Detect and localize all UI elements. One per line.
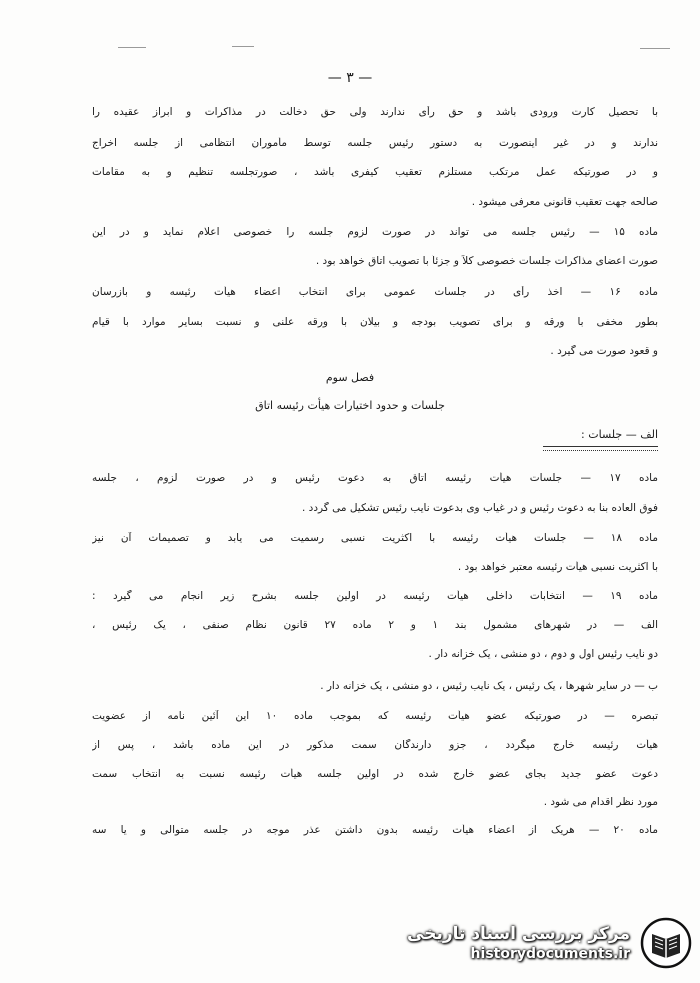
text-line: ماده ۱۷ — جلسات هیأت رئیسه اتاق به دعوت رئیس و در صورت لزوم ، جلسه xyxy=(92,472,658,484)
watermark xyxy=(402,912,692,974)
text-line: صورت اعضای مذاکرات جلسات خصوصی کلاً و جزئاً با تصویب اتاق خواهد بود . xyxy=(315,255,658,267)
text-line: بطور مخفی با ورقه و برای تصویب بودجه و بیلان با ورقه علنی و نسبت بسایر موارد با قیام xyxy=(92,316,658,328)
text-line: ماده ۱۹ — انتخابات داخلی هیأت رئیسه در اولین جلسه بشرح زیر انجام می گیرد : xyxy=(92,590,658,602)
text-line: فوق العاده بنا به دعوت رئیس و در غیاب وی بدعوت نایب رئیس تشکیل می گردد . xyxy=(301,502,658,514)
text-line: ماده ۱۸ — جلسات هیأت رئیسه با اکثریت نسبی رسمیت می یابد و تصمیمات آن نیز xyxy=(92,532,658,544)
text-line: هیأت رئیسه خارج میگردد ، جزو دارندگان سمت مذکور در این ماده باشد ، پس از xyxy=(92,739,658,751)
watermark-text xyxy=(407,924,630,962)
text-line: تبصره — در صورتیکه عضو هیأت رئیسه که بموجب ماده ۱۰ این آئین نامه از عضویت xyxy=(92,710,658,722)
chapter-heading: فصل سوم xyxy=(325,371,375,384)
watermark-title: مرکز بررسی اسناد تاریخی xyxy=(407,924,630,944)
text-line: ماده ۱۵ — رئیس جلسه می تواند در صورت لزوم جلسه را خصوصی اعلام نماید و در این xyxy=(92,226,658,238)
section-heading: الف — جلسات : xyxy=(581,428,658,441)
text-line: و در صورتیکه عمل مرتکب مستلزم تعقیب کیفری باشد ، صورتجلسه تنظیم و به مقامات xyxy=(92,166,658,178)
text-line: و قعود صورت می گیرد . xyxy=(550,345,658,357)
text-line: دو نایب رئیس اول و دوم ، دو منشی ، یک خزانه دار . xyxy=(428,648,658,660)
section-underline xyxy=(543,450,658,451)
page-number: — ۳ — xyxy=(327,70,373,86)
text-line: ندارند و در غیر اینصورت به دستور رئیس جلسه توسط مأموران انتظامی از جلسه اخراج xyxy=(92,137,658,149)
scan-mark xyxy=(232,46,254,47)
text-line: مورد نظر اقدام می شود . xyxy=(543,796,658,808)
watermark-url: historydocuments.ir xyxy=(470,946,630,962)
scan-mark xyxy=(640,48,670,49)
text-line: صالحه جهت تعقیب قانونی معرفی میشود . xyxy=(471,196,658,208)
text-line: با تحصیل کارت ورودی باشد و حق رأی ندارند ولی حق دخالت در مذاکرات و ابراز عقیده را xyxy=(92,106,658,118)
text-line: دعوت عضو جدید بجای عضو خارج شده در اولین جلسه هیأت رئیسه نسبت به انتخاب سمت xyxy=(92,768,658,780)
book-logo-icon xyxy=(640,917,692,969)
text-line: با اکثریت نسبی هیأت رئیسه معتبر خواهد بود . xyxy=(457,561,658,573)
chapter-title: جلسات و حدود اختیارات هیأت رئیسه اتاق xyxy=(255,399,445,412)
text-line: ماده ۲۰ — هریک از اعضاء هیأت رئیسه بدون داشتن عذر موجه در جلسه متوالی و یا سه xyxy=(92,824,658,836)
section-underline xyxy=(543,446,658,447)
scan-mark xyxy=(118,47,146,48)
text-line: ب — در سایر شهرها ، یک رئیس ، یک نایب رئیس ، دو منشی ، یک خزانه دار . xyxy=(320,680,658,692)
text-line: ماده ۱۶ — اخذ رأی در جلسات عمومی برای انتخاب اعضاء هیأت رئیسه و بازرسان xyxy=(92,286,658,298)
text-line: الف — در شهرهای مشمول بند ۱ و ۲ ماده ۲۷ قانون نظام صنفی ، یک رئیس ، xyxy=(92,619,658,631)
